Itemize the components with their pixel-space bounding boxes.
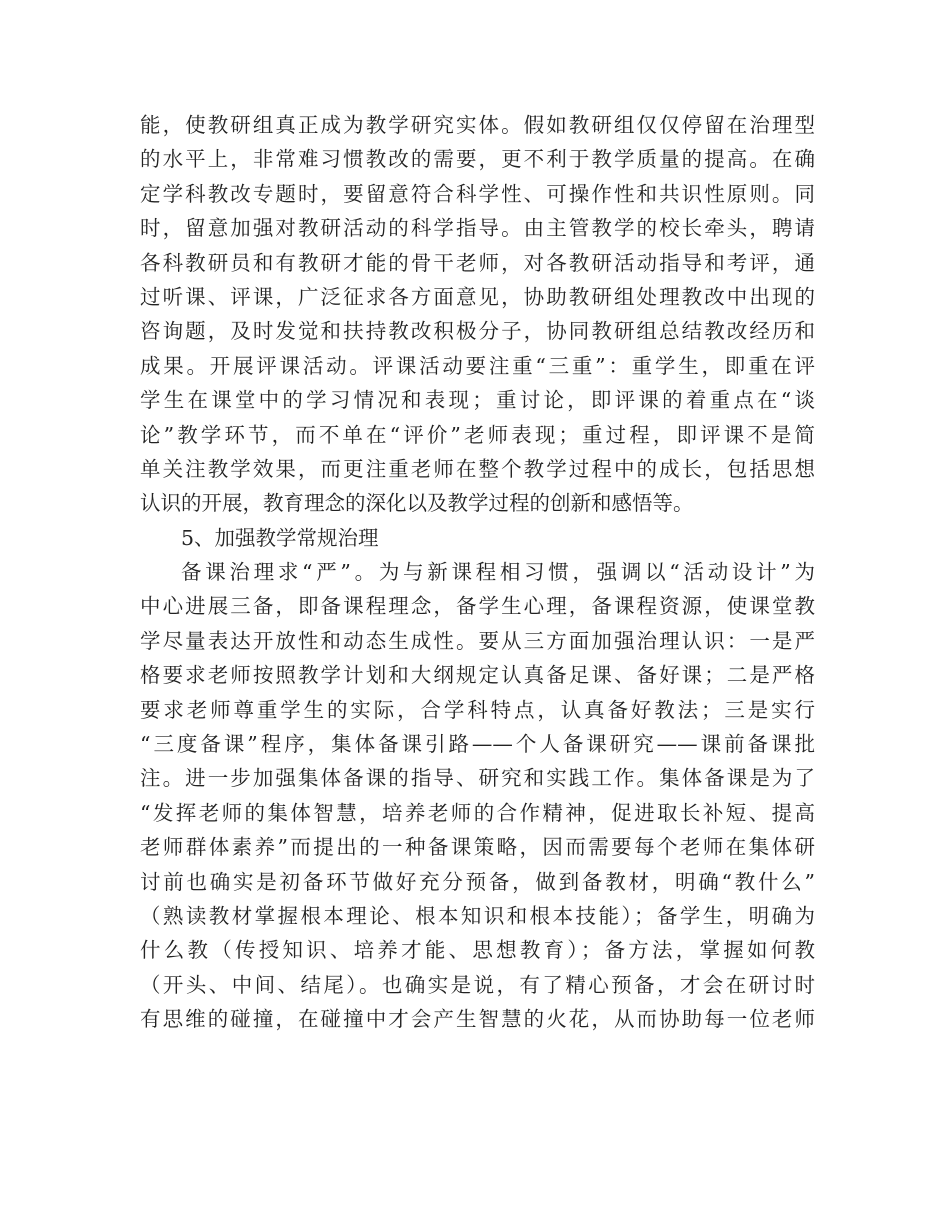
text-line-6: 过听课、评课，广泛征求各方面意见，协助教研组处理教改中出现的 (140, 284, 815, 309)
text-line-18: 要求老师尊重学生的实际，合学科特点，认真备好教法；三是实行 (140, 697, 815, 722)
text-line-2: 的水平上，非常难习惯教改的需要，更不利于教学质量的提高。在确 (140, 147, 815, 172)
text-line-19: “三度备课”程序，集体备课引路——个人备课研究——课前备课批 (140, 732, 815, 757)
text-line-5: 各科教研员和有教研才能的骨干老师，对各教研活动指导和考评，通 (140, 250, 815, 275)
text-line-23: 讨前也确实是初备环节做好充分预备，做到备教材，明确“教什么” (140, 869, 815, 894)
text-line-25: 什么教（传授知识、培养才能、思想教育）；备方法，掌握如何教 (140, 938, 815, 963)
text-line-24: （熟读教材掌握根本理论、根本知识和根本技能）；备学生，明确为 (140, 903, 815, 928)
text-line-12: 认识的开展，教育理念的深化以及教学过程的创新和感悟等。 (140, 491, 694, 516)
text-line-11: 单关注教学效果，而更注重老师在整个教学过程中的成长，包括思想 (140, 456, 815, 481)
text-line-17: 格要求老师按照教学计划和大纲规定认真备足课、备好课；二是严格 (140, 663, 815, 688)
text-line-20: 注。进一步加强集体备课的指导、研究和实践工作。集体备课是为了 (140, 766, 815, 791)
text-line-16: 学尽量表达开放性和动态生成性。要从三方面加强治理认识：一是严 (140, 628, 815, 653)
text-line-21: “发挥老师的集体智慧，培养老师的合作精神，促进取长补短、提高 (140, 800, 815, 825)
text-line-1: 能，使教研组真正成为教学研究实体。假如教研组仅仅停留在治理型 (140, 113, 815, 137)
text-line-15: 中心进展三备，即备课程理念，备学生心理，备课程资源，使课堂教 (140, 594, 815, 619)
text-line-7: 咨询题，及时发觉和扶持教改积极分子，协同教研组总结教改经历和 (140, 319, 815, 344)
text-line-22: 老师群体素养”而提出的一种备课策略，因而需要每个老师在集体研 (140, 835, 815, 860)
text-line-26: （开头、中间、结尾）。也确实是说，有了精心预备，才会在研讨时 (140, 972, 815, 997)
text-line-14: 备课治理求“严”。为与新课程相习惯，强调以“活动设计”为 (181, 560, 815, 585)
text-line-9: 学生在课堂中的学习情况和表现；重讨论，即评课的着重点在“谈 (140, 388, 815, 413)
text-line-3: 定学科教改专题时，要留意符合科学性、可操作性和共识性原则。同 (140, 181, 815, 206)
text-line-4: 时，留意加强对教研活动的科学指导。由主管教学的校长牵头，聘请 (140, 216, 815, 241)
text-line-10: 论”教学环节，而不单在“评价”老师表现；重过程，即评课不是简 (140, 422, 815, 447)
text-line-8: 成果。开展评课活动。评课活动要注重“三重”：重学生，即重在评 (140, 353, 815, 378)
section-heading: 5、加强教学常规治理 (181, 525, 379, 550)
document-body (140, 108, 815, 1037)
text-line-27: 有思维的碰撞，在碰撞中才会产生智慧的火花，从而协助每一位老师 (140, 1007, 815, 1032)
